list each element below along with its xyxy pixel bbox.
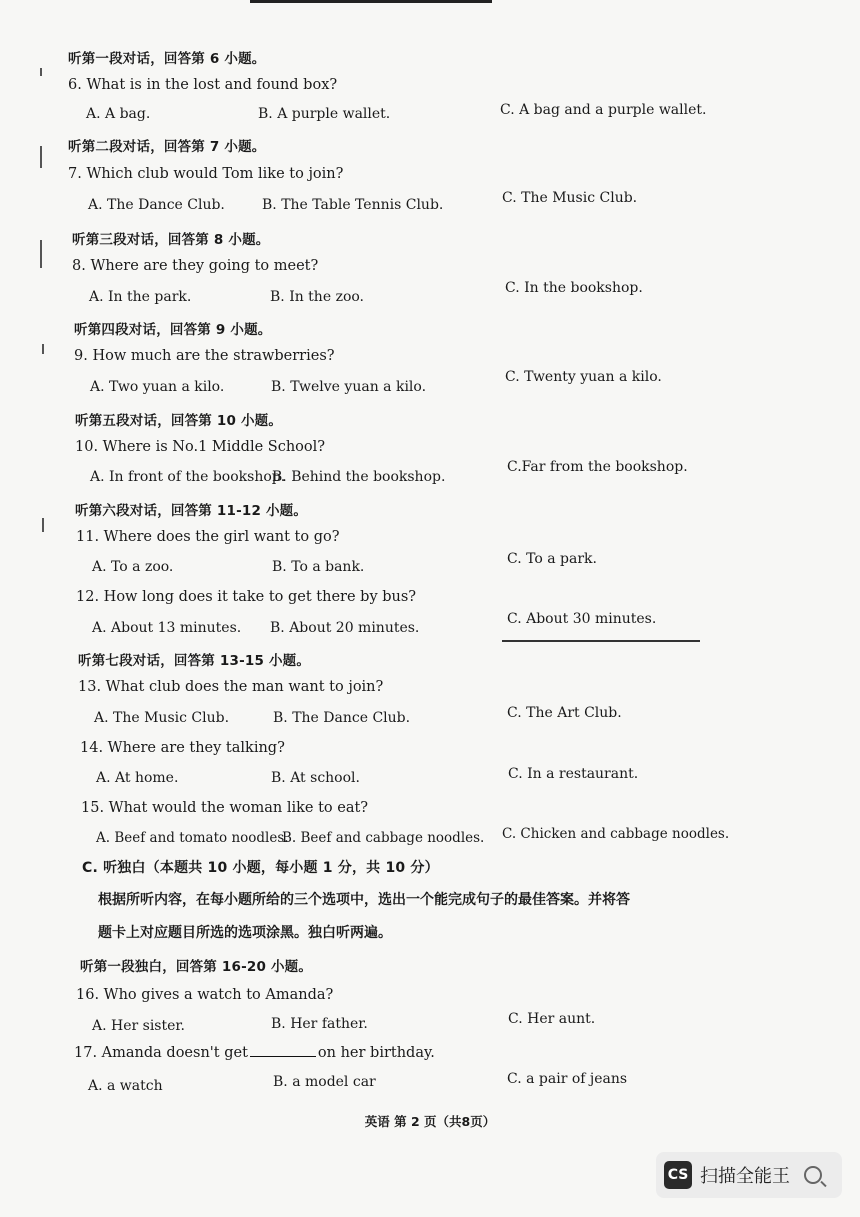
option-c: C.Far from the bookshop. (507, 459, 688, 475)
option-c: C. In a restaurant. (508, 766, 639, 782)
question-stem: 15. What would the woman like to eat? (81, 800, 369, 816)
option-c: C. To a park. (507, 551, 597, 567)
option-a: A. Beef and tomato noodles. (96, 830, 289, 846)
option-a: A. To a zoo. (92, 559, 174, 575)
question-stem: 10. Where is No.1 Middle School? (75, 439, 326, 455)
option-a: A. About 13 minutes. (92, 620, 242, 636)
page-footer: 英语 第 2 页（共8页） (364, 1114, 496, 1129)
part-c-instruction: 根据所听内容，在每小题所给的三个选项中，选出一个能完成句子的最佳答案。并将答 (98, 892, 630, 908)
option-a: A. Her sister. (92, 1018, 186, 1034)
option-b: B. a model car (273, 1074, 376, 1090)
option-a: A. a watch (88, 1078, 163, 1094)
watermark-text: 扫描全能王 (700, 1166, 790, 1187)
option-b: B. The Dance Club. (273, 710, 411, 726)
scan-mark (40, 146, 42, 168)
answer-blank (250, 1056, 316, 1057)
scan-mark (40, 68, 42, 76)
option-c: C. In the bookshop. (505, 280, 643, 296)
option-a: A. In the park. (89, 289, 192, 305)
question-stem: 9. How much are the strawberries? (74, 348, 335, 364)
part-c-instruction: 题卡上对应题目所选的选项涂黑。独白听两遍。 (98, 925, 392, 941)
option-a: A. The Dance Club. (88, 197, 225, 213)
scan-mark (42, 518, 44, 532)
option-b: B. About 20 minutes. (270, 620, 420, 636)
section-header: 听第五段对话，回答第 10 小题。 (75, 413, 283, 429)
stem-text: 17. Amanda doesn't get (74, 1045, 248, 1061)
divider (502, 640, 700, 642)
question-stem: 14. Where are they talking? (80, 740, 285, 756)
option-b: B. Beef and cabbage noodles. (282, 830, 485, 846)
option-b: B. Her father. (271, 1016, 368, 1032)
option-c: C. About 30 minutes. (507, 611, 657, 627)
option-c: C. Her aunt. (508, 1011, 596, 1027)
question-stem: 13. What club does the man want to join? (78, 679, 384, 695)
question-stem: 7. Which club would Tom like to join? (68, 166, 344, 182)
option-b: B. The Table Tennis Club. (262, 197, 444, 213)
camscanner-logo-icon: CS (664, 1161, 692, 1189)
option-b: B. Twelve yuan a kilo. (271, 379, 427, 395)
scan-mark (40, 240, 42, 268)
question-stem (74, 1045, 435, 1061)
scanner-watermark (656, 1152, 842, 1198)
top-rule (250, 0, 492, 3)
option-b: B. A purple wallet. (258, 106, 391, 122)
option-b: B. At school. (271, 770, 360, 786)
option-a: A. Two yuan a kilo. (90, 379, 225, 395)
option-a: A. A bag. (86, 106, 151, 122)
question-stem: 8. Where are they going to meet? (72, 258, 319, 274)
scan-mark (42, 344, 44, 354)
question-stem: 12. How long does it take to get there by bus? (76, 589, 417, 605)
section-header: 听第四段对话，回答第 9 小题。 (74, 322, 272, 338)
option-a: A. At home. (96, 770, 179, 786)
option-b: B. In the zoo. (270, 289, 365, 305)
section-header: 听第六段对话，回答第 11-12 小题。 (75, 503, 308, 519)
option-c: C. Twenty yuan a kilo. (505, 369, 662, 385)
section-header: 听第七段对话，回答第 13-15 小题。 (78, 653, 311, 669)
section-header: 听第三段对话，回答第 8 小题。 (72, 232, 270, 248)
option-b: B. To a bank. (272, 559, 365, 575)
section-header: 听第一段对话，回答第 6 小题。 (68, 51, 266, 67)
option-c: C. Chicken and cabbage noodles. (502, 826, 730, 842)
question-stem: 11. Where does the girl want to go? (76, 529, 340, 545)
section-header: 听第二段对话，回答第 7 小题。 (68, 139, 266, 155)
option-c: C. The Art Club. (507, 705, 622, 721)
section-header: 听第一段独白，回答第 16-20 小题。 (80, 959, 313, 975)
question-stem: 6. What is in the lost and found box? (68, 77, 338, 93)
search-icon (804, 1166, 822, 1184)
part-c-title: C. 听独白（本题共 10 小题，每小题 1 分，共 10 分） (82, 860, 439, 876)
option-c: C. a pair of jeans (507, 1071, 628, 1087)
option-c: C. A bag and a purple wallet. (500, 102, 707, 118)
option-b: B. Behind the bookshop. (272, 469, 446, 485)
option-a: A. In front of the bookshop. (90, 469, 286, 485)
option-c: C. The Music Club. (502, 190, 638, 206)
question-stem: 16. Who gives a watch to Amanda? (76, 987, 334, 1003)
option-a: A. The Music Club. (94, 710, 230, 726)
stem-text: on her birthday. (317, 1045, 435, 1061)
